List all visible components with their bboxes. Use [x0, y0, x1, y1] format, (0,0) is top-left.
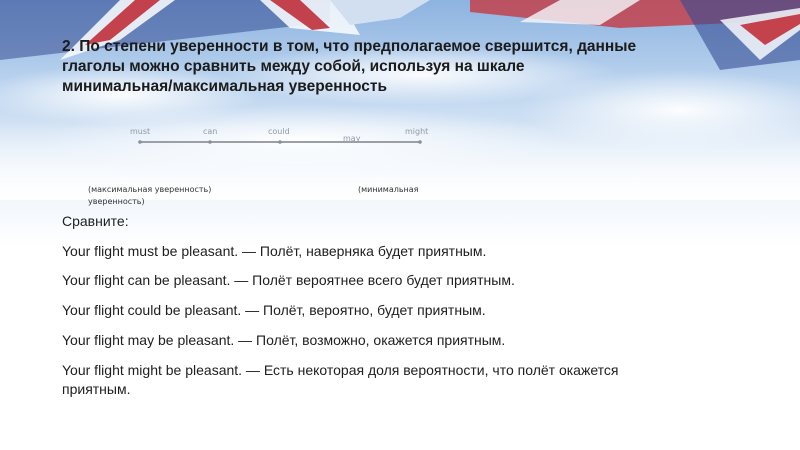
scale-tick-could	[278, 140, 282, 144]
max-confidence-label: (максимальная уверенность)	[88, 185, 212, 194]
slide-heading	[62, 37, 762, 97]
compare-title: Сравните:	[62, 213, 129, 229]
example-sentence-might: Your flight might be pleasant. — Есть некоторая доля вероятности, что полёт окажется	[62, 362, 619, 378]
example-sentence-can: Your flight can be pleasant. — Полёт вероятнее всего будет приятным.	[62, 272, 515, 288]
example-sentence-might-continued: приятным.	[62, 381, 131, 397]
scale-tick-can	[208, 140, 212, 144]
min-confidence-label-continued: уверенность)	[88, 197, 145, 206]
scale-tick-must	[138, 140, 142, 144]
example-sentence-must: Your flight must be pleasant. — Полёт, наверняка будет приятным.	[62, 243, 487, 259]
heading-line-2: глаголы можно сравнить между собой, используя на шкале	[62, 58, 525, 75]
example-sentence-could: Your flight could be pleasant. — Полёт, вероятно, будет приятным.	[62, 302, 486, 318]
scale-label-must: must	[130, 127, 151, 136]
heading-line-3: минимальная/максимальная уверенность	[62, 78, 388, 95]
scale-label-might: might	[405, 127, 429, 136]
scale-label-could: could	[268, 127, 290, 136]
scale-label-can: can	[203, 127, 218, 136]
min-confidence-label: (минимальная	[358, 185, 419, 194]
example-sentence-may: Your flight may be pleasant. — Полёт, возможно, окажется приятным.	[62, 332, 506, 348]
scale-label-may: may	[343, 134, 361, 143]
heading-line-1: 2. По степени уверенности в том, что предполагаемое свершится, данные	[62, 38, 637, 55]
scale-tick-might	[418, 140, 422, 144]
